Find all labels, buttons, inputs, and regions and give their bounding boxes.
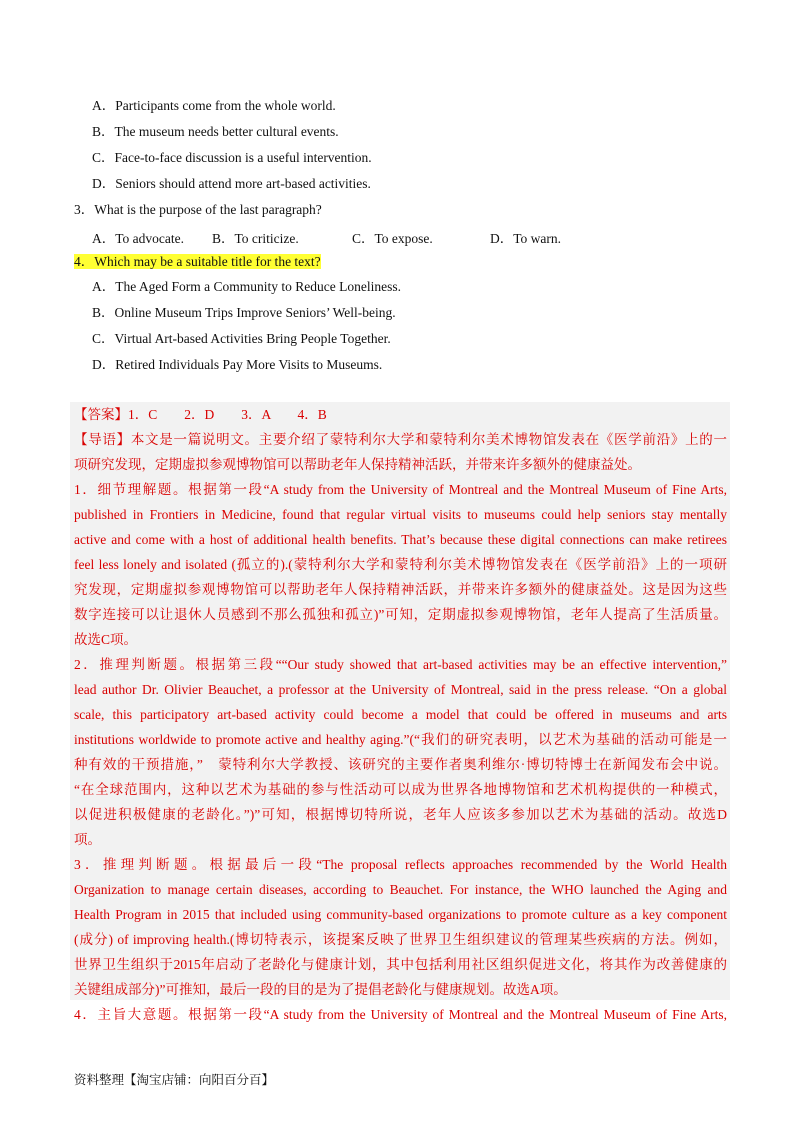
explanation-line: 项研究发现，定期虚拟参观博物馆可以帮助老年人保持精神活跃，并带来许多额外的健康益处。 <box>74 457 641 472</box>
explanation-line: 【导语】本文是一篇说明文。主要介绍了蒙特利尔大学和蒙特利尔美术博物馆发表在《医学前沿》上的一 <box>74 432 727 447</box>
q4-stem-highlight: 4．Which may be a suitable title for the text? <box>74 254 321 269</box>
explanation-line: Organization to manage certain diseases, according to Beauchet. For instance, the WHO launched the Aging and <box>74 882 727 897</box>
explanation-line: feel less lonely and isolated (孤立的).(蒙特利尔大学和蒙特利尔美术博物馆发表在《医学前沿》上的一项研 <box>74 557 727 572</box>
explanation-line: scale, this participatory art-based activity could become a model that could be offered in museums and arts <box>74 707 727 722</box>
explanation-line: published in Frontiers in Medicine, found that regular virtual visits to museums could help seniors stay mentally <box>74 507 727 522</box>
q4-option-c: C．Virtual Art-based Activities Bring People Together. <box>92 331 391 346</box>
explanation-line: (成分) of improving health.(博切特表示，该提案反映了世界卫生组织建议的管理某些疾病的方法。例如， <box>74 932 727 947</box>
q3-option-d: D．To warn. <box>490 231 562 246</box>
explanation-line: 3．推理判断题。根据最后一段“The proposal reflects approaches recommended by the World Health <box>74 857 727 872</box>
q2-option-b: B．The museum needs better cultural events. <box>92 124 339 139</box>
q3-option-c: C．To expose. <box>352 231 433 246</box>
explanation-line: 数字连接可以让退休人员感到不那么孤独和孤立)”可知，定期虚拟参观博物馆，老年人提高了生活质量。 <box>74 607 727 622</box>
page-footer: 资料整理【淘宝店铺：向阳百分百】 <box>74 1072 275 1087</box>
explanation-line: Health Program in 2015 that included using community-based organizations to promote culture as a key component <box>74 907 727 922</box>
explanation-line: 2．推理判断题。根据第三段““Our study showed that art-based activities may be an effective intervention,” <box>74 657 727 672</box>
q4-stem <box>74 253 321 271</box>
q3-option-a: A．To advocate. <box>92 231 185 246</box>
q2-option-a: A．Participants come from the whole world. <box>92 98 336 113</box>
explanation-line: active and come with a host of additional health benefits. That’s because these digital connections can make retirees <box>74 532 727 547</box>
explanation-line: 4．主旨大意题。根据第一段“A study from the University of Montreal and the Montreal Museum of Fine Arts, <box>74 1007 727 1022</box>
q3-option-b: B．To criticize. <box>212 231 299 246</box>
q2-option-d: D．Seniors should attend more art-based activities. <box>92 176 371 191</box>
q3-stem: 3．What is the purpose of the last paragraph? <box>74 202 322 217</box>
q3-options <box>92 227 732 245</box>
q2-option-c: C．Face-to-face discussion is a useful intervention. <box>92 150 372 165</box>
explanation-line: lead author Dr. Olivier Beauchet, a professor at the University of Montreal, said in the press release. “On a global <box>74 682 727 697</box>
explanation-line: institutions worldwide to promote active and healthy aging.”(“我们的研究表明，以艺术为基础的活动可能是一 <box>74 732 727 747</box>
q4-option-d: D．Retired Individuals Pay More Visits to Museums. <box>92 357 383 372</box>
explanation-line: 项。 <box>74 832 101 847</box>
explanation-line: 世界卫生组织于2015年启动了老龄化与健康计划，其中包括利用社区组织促进文化，将其作为改善健康的 <box>74 957 727 972</box>
explanation-line: “在全球范围内，这种以艺术为基础的参与性活动可以成为世界各地博物馆和艺术机构提供的一种模式， <box>74 782 727 797</box>
q4-option-b: B．Online Museum Trips Improve Seniors’ Well-being. <box>92 305 396 320</box>
explanation-line: 关键组成部分)”可推知，最后一段的目的是为了提倡老龄化与健康规划。故选A项。 <box>74 982 567 997</box>
explanation-line: 1．细节理解题。根据第一段“A study from the University of Montreal and the Montreal Museum of Fine Arts, <box>74 482 727 497</box>
explanation-line: 故选C项。 <box>74 632 138 647</box>
answer-key-line: 【答案】1．C 2．D 3．A 4．B <box>74 407 327 422</box>
explanation-line: 以促进积极健康的老龄化。”)”可知，根据博切特所说，老年人应该多参加以艺术为基础的活动。故选D <box>74 807 727 822</box>
explanation-line: 种有效的干预措施，” 蒙特利尔大学教授、该研究的主要作者奥利维尔·博切特博士在新闻发布会中说。 <box>74 757 727 772</box>
q4-option-a: A．The Aged Form a Community to Reduce Loneliness. <box>92 279 401 294</box>
explanation-line: 究发现，定期虚拟参观博物馆可以帮助老年人保持精神活跃，并带来许多额外的健康益处。这是因为这些 <box>74 582 727 597</box>
